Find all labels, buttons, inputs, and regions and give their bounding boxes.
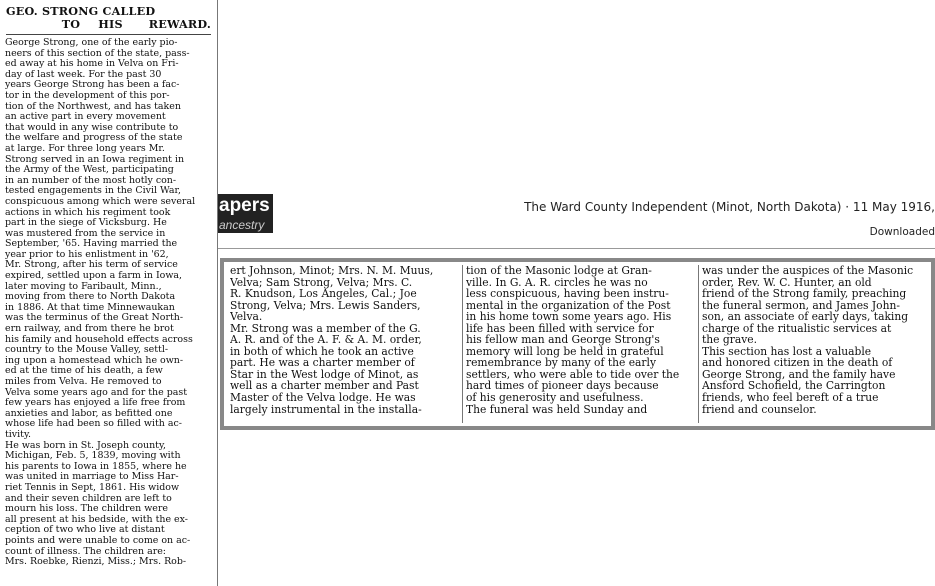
headline-line-2 bbox=[6, 18, 211, 31]
citation-text: The Ward County Independent (Minot, North Dakota) · 11 May 1916, bbox=[524, 200, 935, 214]
headline-line-1: GEO. STRONG CALLED bbox=[6, 4, 156, 18]
article-headline bbox=[6, 5, 211, 30]
newspapers-logo[interactable] bbox=[218, 194, 273, 236]
downloaded-text: Downloaded bbox=[869, 226, 935, 238]
source-header-bar bbox=[218, 190, 935, 240]
clipping-column-3: was under the auspices of the Masonic order, Rev. W. C. Hunter, an old friend of the Strong family, preaching the funeral sermon, and James John- son, an associate of early days, taking charge of the ritualistic services at the grave. This section has lost a valuable and honored citizen in the death of George Strong, and the family have Ansford Schofield, the Carrington friends, who feel bereft of a true friend and counselor. bbox=[702, 265, 914, 416]
logo-wordmark: apers bbox=[218, 194, 273, 218]
headline-to: TO bbox=[61, 16, 81, 31]
header-divider bbox=[218, 248, 935, 249]
column-rule bbox=[462, 265, 463, 423]
clipping-column-2: tion of the Masonic lodge at Gran- ville. In G. A. R. circles he was no less conspicuous, having been instru- mental in the organization of the Post in his home town some years ago. His life has been filled with service for his fellow man and George Strong's memory will long be held in grateful remembrance by many of the early settlers, who were able to tide over the hard times of pioneer days because of his generosity and usefulness. The funeral was held Sunday and bbox=[466, 265, 680, 416]
newspaper-clipping bbox=[220, 258, 935, 430]
logo-subtitle: ancestry bbox=[218, 218, 273, 233]
headline-his: HIS bbox=[98, 16, 123, 31]
article-column-left bbox=[0, 0, 218, 586]
clipping-column-1: ert Johnson, Minot; Mrs. N. M. Muus, Velva; Sam Strong, Velva; Mrs. C. R. Knudson, Los Angeles, Cal.; Joe Strong, Velva; Mrs. Lewis Sanders, Velva. Mr. Strong was a member of the G. A. R. and of the A. F. & A. M. order, in both of which he took an active part. He was a charter member of Star in the West lodge of Minot, as well as a charter member and Past Master of the Velva lodge. He was largely instrumental in the installa- bbox=[230, 265, 434, 416]
headline-divider bbox=[6, 34, 211, 35]
headline-reward: REWARD. bbox=[148, 16, 211, 31]
column-rule bbox=[698, 265, 699, 423]
article-body: George Strong, one of the early pio- neers of this section of the state, pass- ed away at his home in Velva on Fri- day of last week. For the past 30 years George Strong has been a fac- tor in the development of this por- tion of the Northwest, and has taken an active part in every movement that would in any wise contribute to the welfare and progress of the state at large. For three long years Mr. Strong served in an Iowa regiment in the Army of the West, participating in an number of the most hotly con- tested engagements in the Civil War, conspicuous among which were several actions in which his regiment took part in the siege of Vicksburg. He was mustered from the service in September, '65. Having married the year prior to his enlistment in '62, Mr. Strong, after his term of service expired, settled upon a farm in Iowa, later moving to Faribault, Minn., moving from there to North Dakota in 1886. At that time Minnewaukan was the terminus of the Great North- ern railway, and from there he brot his family and household effects across country to the Mouse Valley, settl- ing upon a homestead which he own- ed at the time of his death, a few miles from Velva. He removed to Velva some years ago and for the past few years has enjoyed a life free from anxieties and labor, as befitted one whose life had been so filled with ac- tivity. He was born in St. Joseph county, Michigan, Feb. 5, 1839, moving with his parents to Iowa in 1855, where he was united in marriage to Miss Har- riet Tennis in Sept, 1861. His widow and their seven children are left to mourn his loss. The children were all present at his bedside, with the ex- ception of two who live at distant points and were unable to come on ac- count of illness. The children are: Mrs. Roebke, Rienzi, Miss.; Mrs. Rob- bbox=[5, 37, 196, 568]
